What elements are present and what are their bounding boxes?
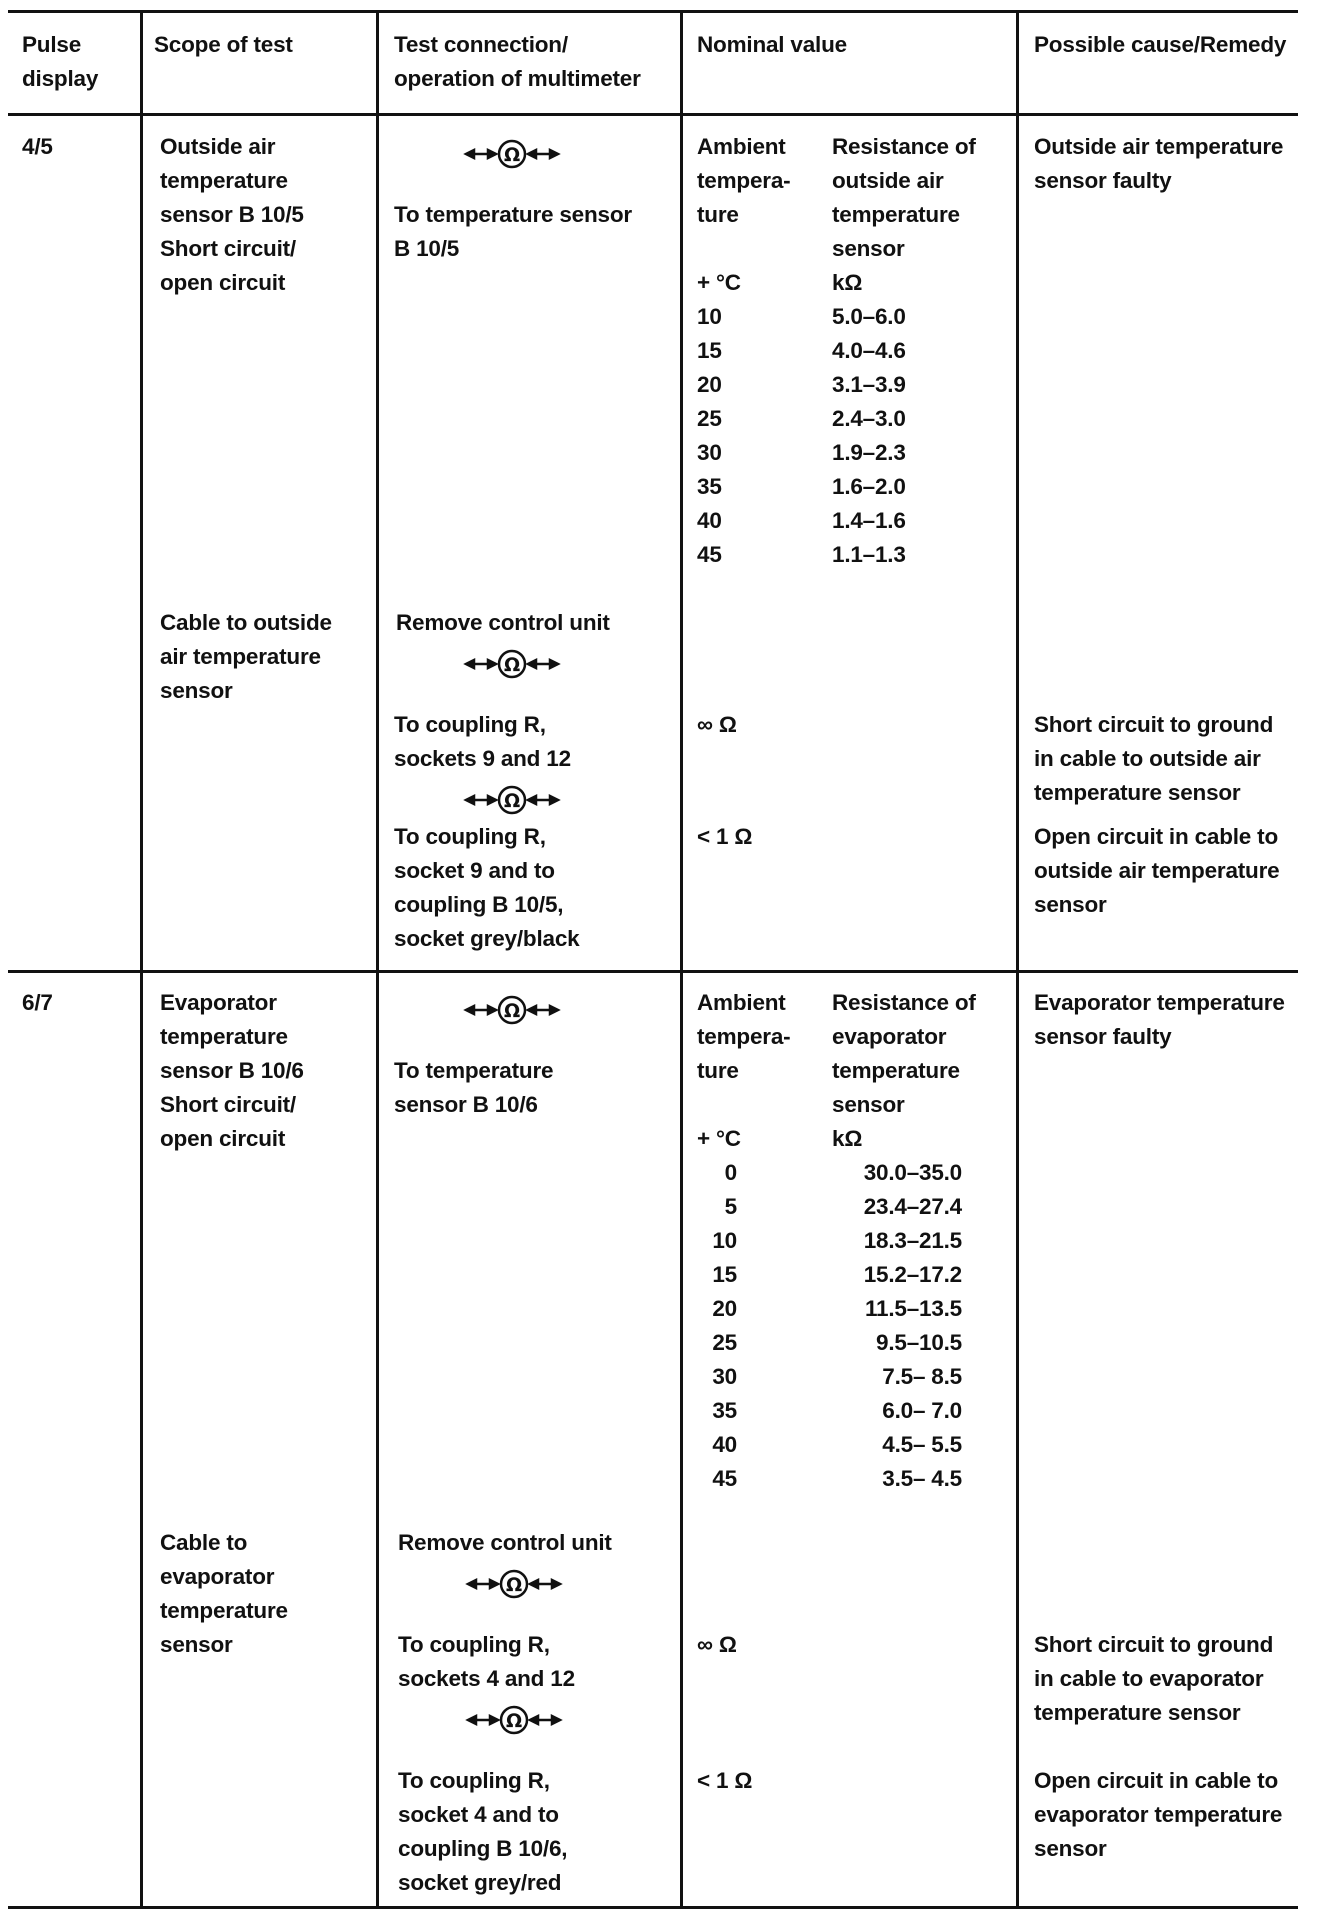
table-row: 11.5–13.5 [864,1296,962,1321]
bottom-rule [8,1906,1298,1909]
table-row: 35 [712,1398,737,1423]
temperature-column [697,1156,737,1496]
header-possible-cause: Possible cause/Remedy [1034,32,1287,57]
table-row: 40 [697,508,722,533]
top-rule [8,10,1298,13]
table-row: 9.5–10.5 [876,1330,962,1355]
header-test-connection: Test connection/ operation of multimeter [394,32,641,91]
scope-of-test-text: Cable to outside air temperature sensor [160,610,332,703]
nominal-value-low: < 1 Ω [697,1768,753,1793]
nominal-header-ambient: Ambient tempera- ture [697,990,791,1083]
table-row: 23.4–27.4 [863,1194,962,1219]
header-nominal-value: Nominal value [697,32,847,57]
table-row: 1.1–1.3 [832,542,906,567]
table-row: 1.4–1.6 [832,508,906,533]
table-row: 3.5– 4.5 [882,1466,962,1491]
nominal-header-ambient: Ambient tempera- ture [697,134,791,227]
possible-cause-text: Evaporator temperature sensor faulty [1034,990,1285,1049]
table-row: 5.0–6.0 [832,304,906,329]
possible-cause-text: Outside air temperature sensor faulty [1034,134,1284,193]
table-row: 2.4–3.0 [832,406,906,431]
column-divider-1 [140,10,143,1909]
table-row: 10 [712,1228,737,1253]
ohmmeter-symbol-icon [462,992,562,1028]
header-pulse-display: Pulse display [22,32,99,91]
svg-text:Ω: Ω [504,790,520,812]
table-row: 15.2–17.2 [863,1262,962,1287]
table-row: 6.0– 7.0 [882,1398,962,1423]
ohmmeter-symbol-icon [464,1702,564,1738]
table-row: 30 [712,1364,737,1389]
svg-text:Ω: Ω [504,1000,520,1022]
table-row: 1.9–2.3 [832,440,906,465]
svg-text:Ω: Ω [504,654,520,676]
test-connection-text: To coupling R, sockets 9 and 12 [394,712,571,771]
scope-of-test-text: Outside air temperature sensor B 10/5 Short circuit/ open circuit [160,134,304,295]
table-row: 45 [697,542,722,567]
scope-of-test-text: Cable to evaporator temperature sensor [160,1530,288,1657]
table-row: 4.0–4.6 [832,338,906,363]
test-connection-text: To coupling R, socket 4 and to coupling B 10/6, socket grey/red [398,1768,568,1895]
ohmmeter-symbol-icon [464,1566,564,1602]
unit-kiloohm: kΩ [832,270,863,295]
ohmmeter-symbol-icon [462,136,562,172]
table-row: 40 [712,1432,737,1457]
table-row: 7.5– 8.5 [882,1364,962,1389]
table-row: 45 [712,1466,737,1491]
ohmmeter-symbol-icon [462,646,562,682]
possible-cause-text: Open circuit in cable to evaporator temperature sensor [1034,1768,1283,1861]
ohmmeter-symbol-icon [462,782,562,818]
possible-cause-text: Short circuit to ground in cable to outside air temperature sensor [1034,712,1274,805]
table-row: 35 [697,474,722,499]
table-row: 1.6–2.0 [832,474,906,499]
test-connection-text: To temperature sensor B 10/5 [394,202,632,261]
temperature-column [697,300,722,572]
remove-control-unit-text: Remove control unit [396,610,610,635]
nominal-header-resistance: Resistance of evaporator temperature sensor [832,990,976,1117]
section-divider [8,970,1298,973]
table-row: 10 [697,304,722,329]
table-row: 30.0–35.0 [863,1160,962,1185]
resistance-column [832,300,906,572]
svg-text:Ω: Ω [506,1710,522,1732]
unit-celsius: + °C [697,270,741,295]
nominal-value-infinite: ∞ Ω [697,712,737,737]
possible-cause-text: Open circuit in cable to outside air temperature sensor [1034,824,1280,917]
table-row: 5 [724,1194,737,1219]
scope-of-test-text: Evaporator temperature sensor B 10/6 Short circuit/ open circuit [160,990,304,1151]
table-row: 3.1–3.9 [832,372,906,397]
nominal-value-infinite: ∞ Ω [697,1632,737,1657]
remove-control-unit-text: Remove control unit [398,1530,612,1555]
svg-text:Ω: Ω [504,144,520,166]
column-divider-4 [1016,10,1019,1909]
unit-celsius: + °C [697,1126,741,1151]
table-row: 4.5– 5.5 [882,1432,962,1457]
table-row: 20 [712,1296,737,1321]
table-row: 15 [712,1262,737,1287]
pulse-display-value: 4/5 [22,134,53,159]
table-row: 18.3–21.5 [863,1228,962,1253]
test-connection-text: To coupling R, socket 9 and to coupling B 10/5, socket grey/black [394,824,580,951]
header-rule [8,113,1298,116]
nominal-value-low: < 1 Ω [697,824,753,849]
column-divider-3 [680,10,683,1909]
test-connection-text: To coupling R, sockets 4 and 12 [398,1632,575,1691]
table-row: 20 [697,372,722,397]
table-row: 25 [697,406,722,431]
unit-kiloohm: kΩ [832,1126,863,1151]
header-scope-of-test: Scope of test [154,32,293,57]
table-row: 30 [697,440,722,465]
pulse-display-value: 6/7 [22,990,53,1015]
nominal-header-resistance: Resistance of outside air temperature sensor [832,134,976,261]
possible-cause-text: Short circuit to ground in cable to evaporator temperature sensor [1034,1632,1274,1725]
table-row: 25 [712,1330,737,1355]
table-row: 0 [724,1160,737,1185]
table-row: 15 [697,338,722,363]
resistance-column [832,1156,962,1496]
test-connection-text: To temperature sensor B 10/6 [394,1058,554,1117]
column-divider-2 [376,10,379,1909]
svg-text:Ω: Ω [506,1574,522,1596]
